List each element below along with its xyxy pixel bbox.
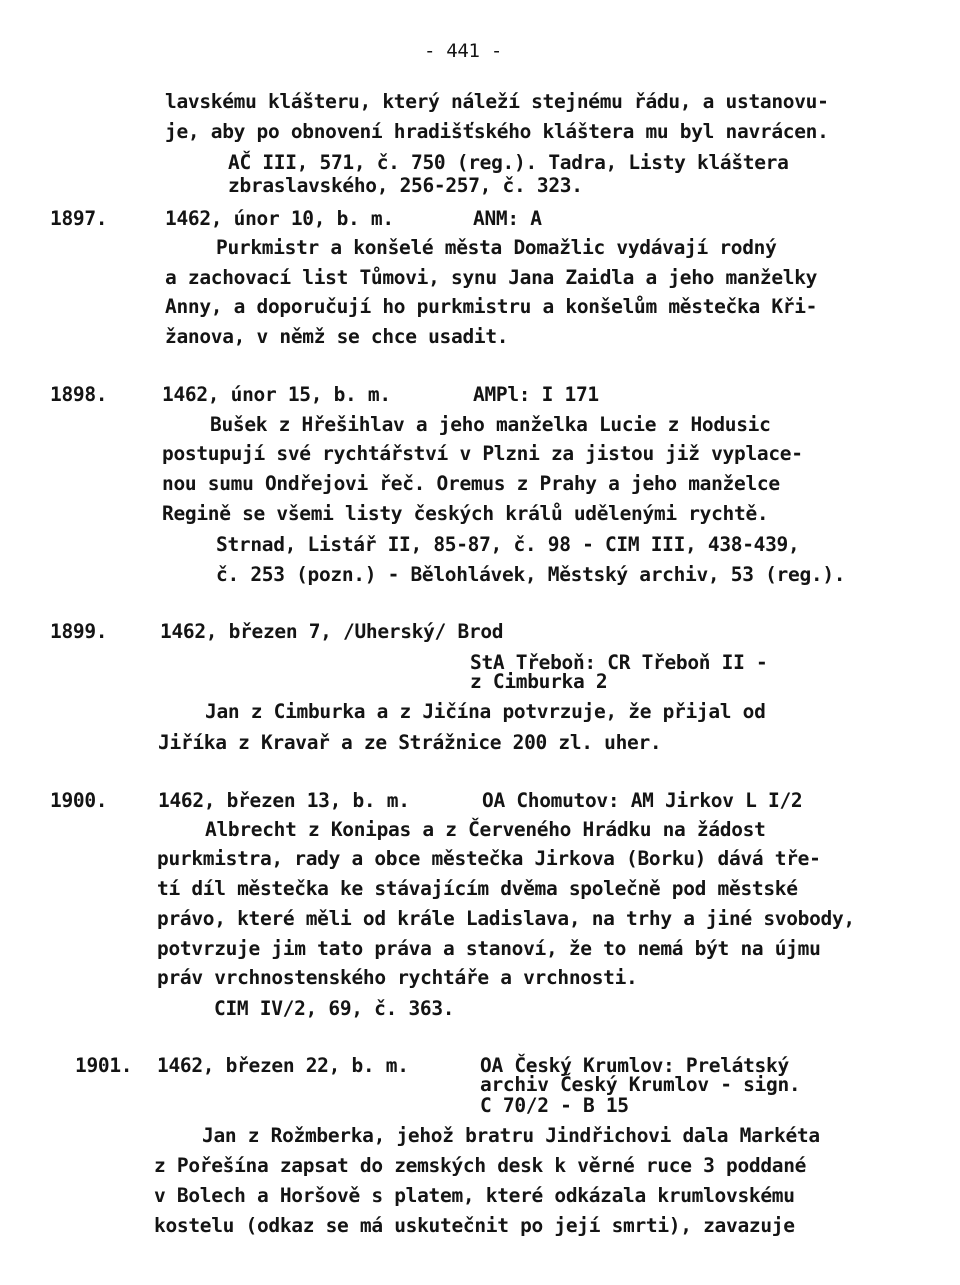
- page-number: - 441 -: [424, 40, 502, 62]
- intro-line: lavskému klášteru, který náleží stejnému řádu, a ustanovu-: [165, 90, 829, 113]
- entry-reference: č. 253 (pozn.) - Bělohlávek, Městský archiv, 53 (reg.).: [216, 563, 846, 586]
- entry-text-line: žanova, v němž se chce usadit.: [165, 325, 509, 348]
- entry-text-line: Albrecht z Konipas a z Červeného Hrádku na žádost: [205, 818, 766, 841]
- entry-date: 1462, březen 22, b. m.: [157, 1054, 409, 1077]
- entry-text-line: práv vrchnostenského rychtáře a vrchnosti.: [157, 966, 638, 989]
- entry-text-line: potvrzuje jim tato práva a stanoví, že to nemá být na újmu: [157, 937, 821, 960]
- entry-source: C 70/2 - B 15: [480, 1094, 629, 1117]
- entry-text-line: a zachovací list Tůmovi, synu Jana Zaidla a jeho manželky: [165, 266, 818, 289]
- intro-line: je, aby po obnovení hradišťského kláštera mu byl navrácen.: [165, 120, 829, 143]
- entry-text-line: nou sumu Ondřejovi řeč. Oremus z Prahy a jeho manželce: [162, 472, 780, 495]
- entry-text-line: Jiříka z Kravař a ze Strážnice 200 zl. uher.: [158, 731, 662, 754]
- entry-source: z Cimburka 2: [470, 670, 608, 693]
- entry-source: archiv Český Krumlov - sign.: [480, 1073, 801, 1096]
- entry-source: ANM: A: [473, 207, 542, 230]
- entry-source: AMPl: I 171: [473, 383, 599, 406]
- entry-date: 1462, únor 15, b. m.: [162, 383, 391, 406]
- entry-text-line: postupují své rychtářství v Plzni za jistou již vyplace-: [162, 442, 803, 465]
- entry-number: 1899.: [50, 620, 108, 643]
- entry-date: 1462, únor 10, b. m.: [165, 207, 394, 230]
- entry-text-line: Anny, a doporučují ho purkmistru a konšelům městečka Kři-: [165, 295, 818, 318]
- entry-date: 1462, březen 7, /Uherský/ Brod: [160, 620, 504, 643]
- entry-reference: Strnad, Listář II, 85-87, č. 98 - CIM III, 438-439,: [216, 533, 800, 556]
- entry-text-line: Jan z Cimburka a z Jičína potvrzuje, že přijal od: [205, 700, 766, 723]
- entry-source: StA Třeboň: CR Třeboň II -: [470, 651, 768, 674]
- entry-text-line: Regině se všemi listy českých králů udělenými rychtě.: [162, 502, 769, 525]
- entry-text-line: Jan z Rožmberka, jehož bratru Jindřichovi dala Markéta: [202, 1124, 820, 1147]
- entry-number: 1901.: [75, 1054, 133, 1077]
- entry-text-line: Purkmistr a konšelé města Domažlic vydávají rodný: [216, 236, 777, 259]
- entry-number: 1898.: [50, 383, 108, 406]
- entry-number: 1897.: [50, 207, 108, 230]
- intro-reference: zbraslavského, 256-257, č. 323.: [228, 174, 583, 197]
- entry-source: OA Chomutov: AM Jirkov L I/2: [482, 789, 803, 812]
- entry-number: 1900.: [50, 789, 108, 812]
- entry-text-line: purkmistra, rady a obce městečka Jirkova (Borku) dává tře-: [157, 847, 821, 870]
- entry-source: OA Český Krumlov: Prelátský: [480, 1054, 789, 1077]
- entry-text-line: kostelu (odkaz se má uskutečnit po její smrti), zavazuje: [154, 1214, 795, 1237]
- entry-text-line: v Bolech a Horšově s platem, které odkázala krumlovskému: [154, 1184, 795, 1207]
- entry-date: 1462, březen 13, b. m.: [158, 789, 410, 812]
- intro-reference: AČ III, 571, č. 750 (reg.). Tadra, Listy kláštera: [228, 151, 789, 174]
- entry-text-line: Bušek z Hřešihlav a jeho manželka Lucie z Hodusic: [210, 413, 771, 436]
- entry-text-line: právo, které měli od krále Ladislava, na trhy a jiné svobody,: [157, 907, 855, 930]
- entry-text-line: tí díl městečka ke stávajícím dvěma společně pod městské: [157, 877, 798, 900]
- entry-reference: CIM IV/2, 69, č. 363.: [214, 997, 455, 1020]
- entry-text-line: z Pořešína zapsat do zemských desk k věrné ruce 3 poddané: [154, 1154, 807, 1177]
